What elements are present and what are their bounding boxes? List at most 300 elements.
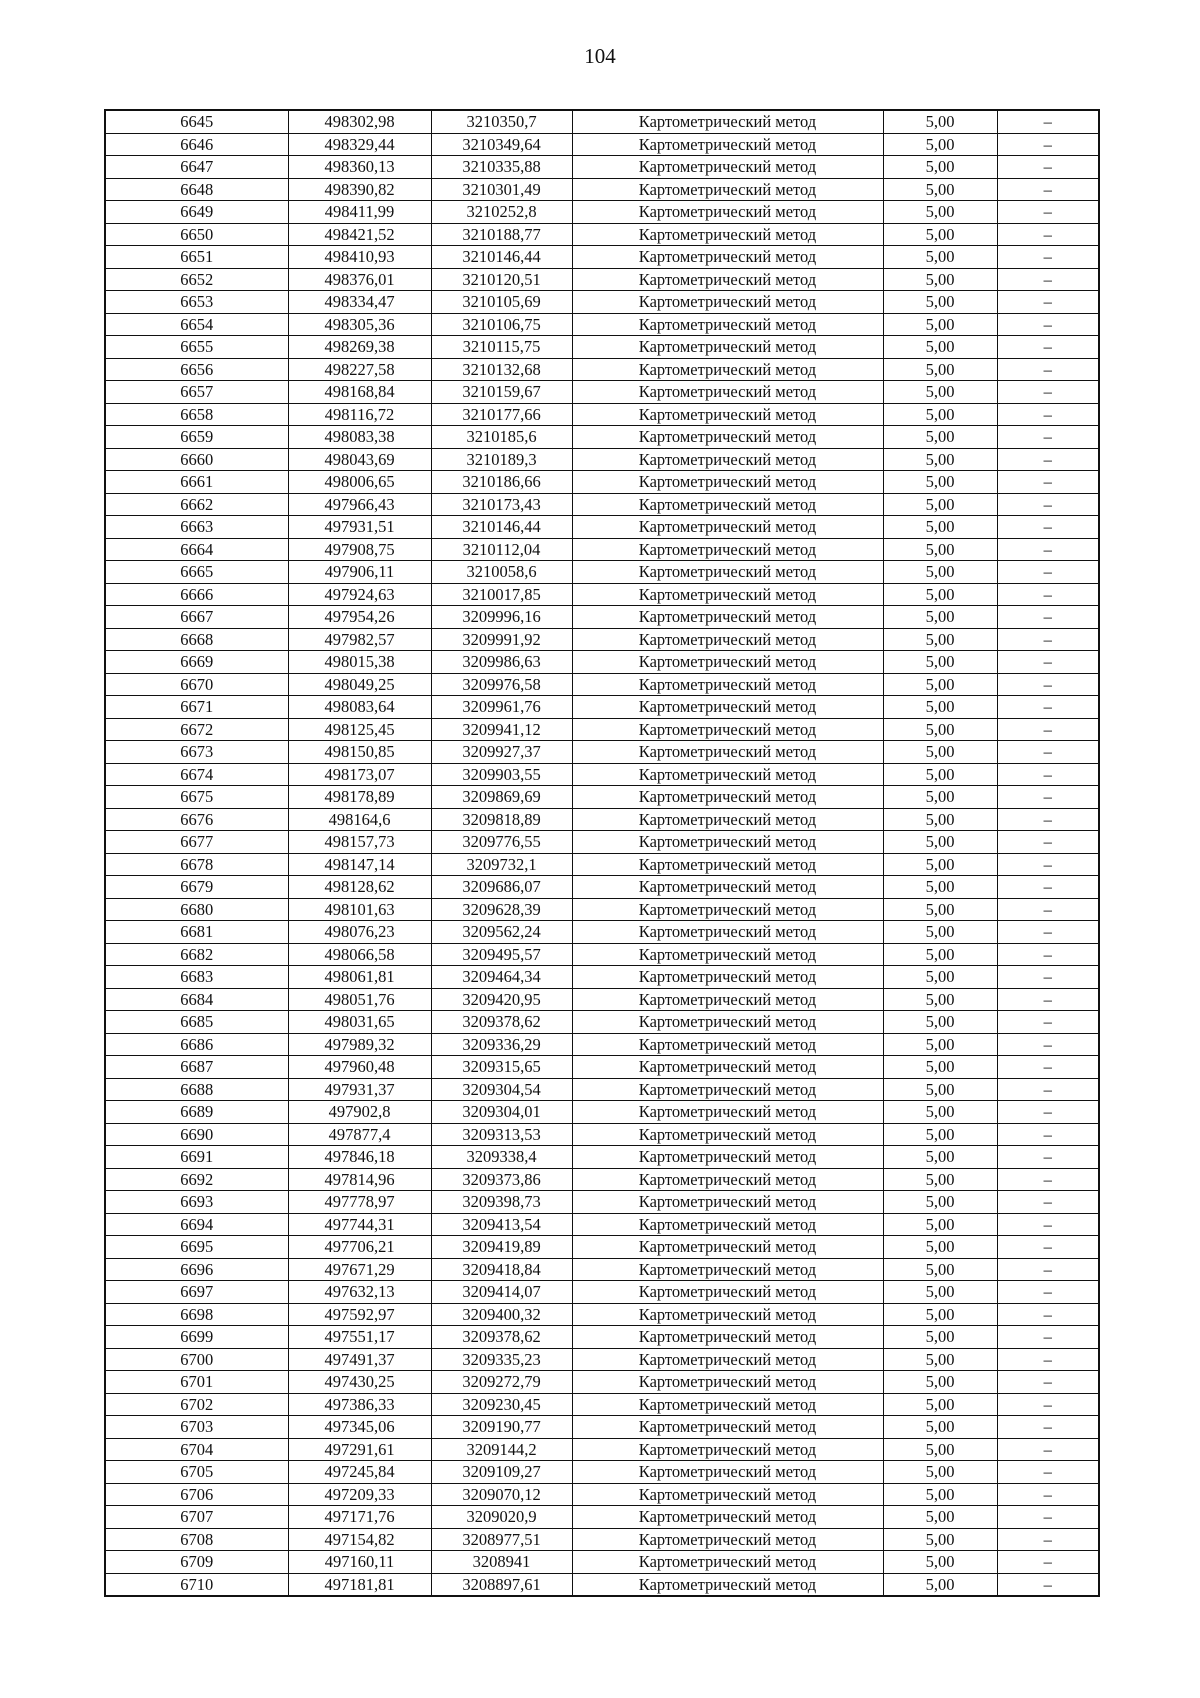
y-coordinate-cell: 3210159,67: [431, 381, 572, 404]
method-cell: Картометрический метод: [572, 876, 883, 899]
table-row: [105, 1551, 1099, 1574]
table-row: [105, 201, 1099, 224]
x-coordinate-cell: 498083,64: [288, 696, 431, 719]
point-number-cell: 6657: [105, 381, 288, 404]
method-cell: Картометрический метод: [572, 538, 883, 561]
note-cell: –: [997, 1213, 1099, 1236]
y-coordinate-cell: 3209414,07: [431, 1281, 572, 1304]
accuracy-cell: 5,00: [883, 133, 997, 156]
point-number-cell: 6706: [105, 1483, 288, 1506]
note-cell: –: [997, 763, 1099, 786]
point-number-cell: 6650: [105, 223, 288, 246]
note-cell: –: [997, 1483, 1099, 1506]
accuracy-cell: 5,00: [883, 1528, 997, 1551]
note-cell: –: [997, 1168, 1099, 1191]
x-coordinate-cell: 497291,61: [288, 1438, 431, 1461]
point-number-cell: 6685: [105, 1011, 288, 1034]
table-row: [105, 156, 1099, 179]
table-row: [105, 110, 1099, 133]
y-coordinate-cell: 3209313,53: [431, 1123, 572, 1146]
y-coordinate-cell: 3208977,51: [431, 1528, 572, 1551]
x-coordinate-cell: 498101,63: [288, 898, 431, 921]
point-number-cell: 6664: [105, 538, 288, 561]
accuracy-cell: 5,00: [883, 1033, 997, 1056]
table-row: [105, 246, 1099, 269]
method-cell: Картометрический метод: [572, 493, 883, 516]
x-coordinate-cell: 498269,38: [288, 336, 431, 359]
x-coordinate-cell: 498334,47: [288, 291, 431, 314]
note-cell: –: [997, 223, 1099, 246]
x-coordinate-cell: 498066,58: [288, 943, 431, 966]
method-cell: Картометрический метод: [572, 313, 883, 336]
accuracy-cell: 5,00: [883, 1146, 997, 1169]
point-number-cell: 6697: [105, 1281, 288, 1304]
y-coordinate-cell: 3209230,45: [431, 1393, 572, 1416]
y-coordinate-cell: 3209378,62: [431, 1326, 572, 1349]
y-coordinate-cell: 3209190,77: [431, 1416, 572, 1439]
note-cell: –: [997, 651, 1099, 674]
y-coordinate-cell: 3209335,23: [431, 1348, 572, 1371]
x-coordinate-cell: 497209,33: [288, 1483, 431, 1506]
x-coordinate-cell: 497846,18: [288, 1146, 431, 1169]
point-number-cell: 6703: [105, 1416, 288, 1439]
y-coordinate-cell: 3210017,85: [431, 583, 572, 606]
accuracy-cell: 5,00: [883, 673, 997, 696]
point-number-cell: 6656: [105, 358, 288, 381]
accuracy-cell: 5,00: [883, 763, 997, 786]
note-cell: –: [997, 853, 1099, 876]
x-coordinate-cell: 498178,89: [288, 786, 431, 809]
point-number-cell: 6704: [105, 1438, 288, 1461]
accuracy-cell: 5,00: [883, 853, 997, 876]
method-cell: Картометрический метод: [572, 988, 883, 1011]
accuracy-cell: 5,00: [883, 1551, 997, 1574]
point-number-cell: 6710: [105, 1573, 288, 1596]
y-coordinate-cell: 3209304,01: [431, 1101, 572, 1124]
accuracy-cell: 5,00: [883, 808, 997, 831]
y-coordinate-cell: 3209378,62: [431, 1011, 572, 1034]
accuracy-cell: 5,00: [883, 1438, 997, 1461]
y-coordinate-cell: 3210349,64: [431, 133, 572, 156]
table-row: [105, 1258, 1099, 1281]
y-coordinate-cell: 3209927,37: [431, 741, 572, 764]
accuracy-cell: 5,00: [883, 1573, 997, 1596]
accuracy-cell: 5,00: [883, 966, 997, 989]
table-row: [105, 696, 1099, 719]
accuracy-cell: 5,00: [883, 696, 997, 719]
y-coordinate-cell: 3210177,66: [431, 403, 572, 426]
table-row: [105, 1326, 1099, 1349]
accuracy-cell: 5,00: [883, 898, 997, 921]
method-cell: Картометрический метод: [572, 223, 883, 246]
accuracy-cell: 5,00: [883, 943, 997, 966]
table-row: [105, 336, 1099, 359]
y-coordinate-cell: 3209070,12: [431, 1483, 572, 1506]
point-number-cell: 6695: [105, 1236, 288, 1259]
y-coordinate-cell: 3209996,16: [431, 606, 572, 629]
accuracy-cell: 5,00: [883, 538, 997, 561]
y-coordinate-cell: 3210173,43: [431, 493, 572, 516]
x-coordinate-cell: 498360,13: [288, 156, 431, 179]
y-coordinate-cell: 3210115,75: [431, 336, 572, 359]
x-coordinate-cell: 498421,52: [288, 223, 431, 246]
y-coordinate-cell: 3210106,75: [431, 313, 572, 336]
note-cell: –: [997, 921, 1099, 944]
point-number-cell: 6687: [105, 1056, 288, 1079]
method-cell: Картометрический метод: [572, 178, 883, 201]
method-cell: Картометрический метод: [572, 1461, 883, 1484]
table-row: [105, 1011, 1099, 1034]
x-coordinate-cell: 497744,31: [288, 1213, 431, 1236]
x-coordinate-cell: 498147,14: [288, 853, 431, 876]
accuracy-cell: 5,00: [883, 336, 997, 359]
method-cell: Картометрический метод: [572, 426, 883, 449]
point-number-cell: 6662: [105, 493, 288, 516]
point-number-cell: 6677: [105, 831, 288, 854]
note-cell: –: [997, 246, 1099, 269]
method-cell: Картометрический метод: [572, 1056, 883, 1079]
method-cell: Картометрический метод: [572, 651, 883, 674]
point-number-cell: 6671: [105, 696, 288, 719]
method-cell: Картометрический метод: [572, 763, 883, 786]
point-number-cell: 6666: [105, 583, 288, 606]
y-coordinate-cell: 3210058,6: [431, 561, 572, 584]
table-row: [105, 471, 1099, 494]
point-number-cell: 6690: [105, 1123, 288, 1146]
x-coordinate-cell: 497160,11: [288, 1551, 431, 1574]
x-coordinate-cell: 498390,82: [288, 178, 431, 201]
x-coordinate-cell: 497877,4: [288, 1123, 431, 1146]
accuracy-cell: 5,00: [883, 921, 997, 944]
method-cell: Картометрический метод: [572, 1258, 883, 1281]
y-coordinate-cell: 3209776,55: [431, 831, 572, 854]
table-row: [105, 133, 1099, 156]
y-coordinate-cell: 3210252,8: [431, 201, 572, 224]
table-row: [105, 1078, 1099, 1101]
method-cell: Картометрический метод: [572, 1326, 883, 1349]
note-cell: –: [997, 426, 1099, 449]
method-cell: Картометрический метод: [572, 1011, 883, 1034]
accuracy-cell: 5,00: [883, 110, 997, 133]
table-row: [105, 1348, 1099, 1371]
table-row: [105, 1281, 1099, 1304]
x-coordinate-cell: 497960,48: [288, 1056, 431, 1079]
table-row: [105, 673, 1099, 696]
note-cell: –: [997, 448, 1099, 471]
table-row: [105, 718, 1099, 741]
x-coordinate-cell: 498125,45: [288, 718, 431, 741]
method-cell: Картометрический метод: [572, 831, 883, 854]
table-row: [105, 268, 1099, 291]
table-row: [105, 448, 1099, 471]
method-cell: Картометрический метод: [572, 1146, 883, 1169]
note-cell: –: [997, 831, 1099, 854]
point-number-cell: 6675: [105, 786, 288, 809]
note-cell: –: [997, 516, 1099, 539]
point-number-cell: 6647: [105, 156, 288, 179]
method-cell: Картометрический метод: [572, 1416, 883, 1439]
table-row: [105, 943, 1099, 966]
table-row: [105, 358, 1099, 381]
accuracy-cell: 5,00: [883, 1258, 997, 1281]
table-row: [105, 291, 1099, 314]
note-cell: –: [997, 1191, 1099, 1214]
x-coordinate-cell: 498410,93: [288, 246, 431, 269]
accuracy-cell: 5,00: [883, 471, 997, 494]
x-coordinate-cell: 497491,37: [288, 1348, 431, 1371]
x-coordinate-cell: 497814,96: [288, 1168, 431, 1191]
x-coordinate-cell: 498305,36: [288, 313, 431, 336]
note-cell: –: [997, 1056, 1099, 1079]
method-cell: Картометрический метод: [572, 561, 883, 584]
accuracy-cell: 5,00: [883, 1191, 997, 1214]
y-coordinate-cell: 3209562,24: [431, 921, 572, 944]
y-coordinate-cell: 3210105,69: [431, 291, 572, 314]
y-coordinate-cell: 3210189,3: [431, 448, 572, 471]
x-coordinate-cell: 498015,38: [288, 651, 431, 674]
note-cell: –: [997, 1033, 1099, 1056]
note-cell: –: [997, 1506, 1099, 1529]
note-cell: –: [997, 1258, 1099, 1281]
x-coordinate-cell: 498076,23: [288, 921, 431, 944]
method-cell: Картометрический метод: [572, 1236, 883, 1259]
method-cell: Картометрический метод: [572, 1123, 883, 1146]
accuracy-cell: 5,00: [883, 1236, 997, 1259]
y-coordinate-cell: 3209495,57: [431, 943, 572, 966]
accuracy-cell: 5,00: [883, 1483, 997, 1506]
note-cell: –: [997, 988, 1099, 1011]
method-cell: Картометрический метод: [572, 471, 883, 494]
accuracy-cell: 5,00: [883, 1101, 997, 1124]
accuracy-cell: 5,00: [883, 516, 997, 539]
method-cell: Картометрический метод: [572, 606, 883, 629]
accuracy-cell: 5,00: [883, 1078, 997, 1101]
note-cell: –: [997, 1123, 1099, 1146]
note-cell: –: [997, 1146, 1099, 1169]
x-coordinate-cell: 497966,43: [288, 493, 431, 516]
accuracy-cell: 5,00: [883, 493, 997, 516]
method-cell: Картометрический метод: [572, 246, 883, 269]
y-coordinate-cell: 3209020,9: [431, 1506, 572, 1529]
x-coordinate-cell: 498302,98: [288, 110, 431, 133]
table-row: [105, 1123, 1099, 1146]
table-row: [105, 1168, 1099, 1191]
method-cell: Картометрический метод: [572, 1213, 883, 1236]
note-cell: –: [997, 493, 1099, 516]
point-number-cell: 6698: [105, 1303, 288, 1326]
x-coordinate-cell: 498049,25: [288, 673, 431, 696]
note-cell: –: [997, 1326, 1099, 1349]
point-number-cell: 6686: [105, 1033, 288, 1056]
x-coordinate-cell: 497551,17: [288, 1326, 431, 1349]
note-cell: –: [997, 1281, 1099, 1304]
x-coordinate-cell: 497430,25: [288, 1371, 431, 1394]
x-coordinate-cell: 498411,99: [288, 201, 431, 224]
method-cell: Картометрический метод: [572, 718, 883, 741]
point-number-cell: 6661: [105, 471, 288, 494]
y-coordinate-cell: 3210120,51: [431, 268, 572, 291]
accuracy-cell: 5,00: [883, 718, 997, 741]
table-row: [105, 831, 1099, 854]
x-coordinate-cell: 498051,76: [288, 988, 431, 1011]
accuracy-cell: 5,00: [883, 1056, 997, 1079]
y-coordinate-cell: 3210188,77: [431, 223, 572, 246]
table-row: [105, 381, 1099, 404]
note-cell: –: [997, 1528, 1099, 1551]
point-number-cell: 6649: [105, 201, 288, 224]
method-cell: Картометрический метод: [572, 268, 883, 291]
point-number-cell: 6694: [105, 1213, 288, 1236]
x-coordinate-cell: 497245,84: [288, 1461, 431, 1484]
accuracy-cell: 5,00: [883, 1303, 997, 1326]
y-coordinate-cell: 3209961,76: [431, 696, 572, 719]
table-row: [105, 966, 1099, 989]
y-coordinate-cell: 3210112,04: [431, 538, 572, 561]
point-number-cell: 6646: [105, 133, 288, 156]
x-coordinate-cell: 498116,72: [288, 403, 431, 426]
note-cell: –: [997, 178, 1099, 201]
note-cell: –: [997, 876, 1099, 899]
note-cell: –: [997, 1573, 1099, 1596]
y-coordinate-cell: 3209732,1: [431, 853, 572, 876]
note-cell: –: [997, 1551, 1099, 1574]
point-number-cell: 6678: [105, 853, 288, 876]
table-row: [105, 403, 1099, 426]
note-cell: –: [997, 201, 1099, 224]
table-row: [105, 1101, 1099, 1124]
point-number-cell: 6665: [105, 561, 288, 584]
y-coordinate-cell: 3208897,61: [431, 1573, 572, 1596]
note-cell: –: [997, 291, 1099, 314]
note-cell: –: [997, 561, 1099, 584]
table-row: [105, 1393, 1099, 1416]
method-cell: Картометрический метод: [572, 943, 883, 966]
accuracy-cell: 5,00: [883, 1506, 997, 1529]
y-coordinate-cell: 3209464,34: [431, 966, 572, 989]
table-row: [105, 988, 1099, 1011]
point-number-cell: 6692: [105, 1168, 288, 1191]
table-row: [105, 1573, 1099, 1596]
note-cell: –: [997, 381, 1099, 404]
x-coordinate-cell: 497982,57: [288, 628, 431, 651]
y-coordinate-cell: 3209413,54: [431, 1213, 572, 1236]
method-cell: Картометрический метод: [572, 448, 883, 471]
table-row: [105, 1371, 1099, 1394]
accuracy-cell: 5,00: [883, 1416, 997, 1439]
point-number-cell: 6648: [105, 178, 288, 201]
accuracy-cell: 5,00: [883, 178, 997, 201]
note-cell: –: [997, 358, 1099, 381]
x-coordinate-cell: 497924,63: [288, 583, 431, 606]
point-number-cell: 6705: [105, 1461, 288, 1484]
accuracy-cell: 5,00: [883, 358, 997, 381]
note-cell: –: [997, 1438, 1099, 1461]
point-number-cell: 6709: [105, 1551, 288, 1574]
point-number-cell: 6652: [105, 268, 288, 291]
y-coordinate-cell: 3209991,92: [431, 628, 572, 651]
method-cell: Картометрический метод: [572, 1528, 883, 1551]
note-cell: –: [997, 966, 1099, 989]
method-cell: Картометрический метод: [572, 516, 883, 539]
method-cell: Картометрический метод: [572, 1281, 883, 1304]
method-cell: Картометрический метод: [572, 853, 883, 876]
accuracy-cell: 5,00: [883, 291, 997, 314]
accuracy-cell: 5,00: [883, 1168, 997, 1191]
point-number-cell: 6708: [105, 1528, 288, 1551]
note-cell: –: [997, 1393, 1099, 1416]
y-coordinate-cell: 3209628,39: [431, 898, 572, 921]
point-number-cell: 6707: [105, 1506, 288, 1529]
y-coordinate-cell: 3209420,95: [431, 988, 572, 1011]
y-coordinate-cell: 3209869,69: [431, 786, 572, 809]
method-cell: Картометрический метод: [572, 110, 883, 133]
accuracy-cell: 5,00: [883, 313, 997, 336]
point-number-cell: 6645: [105, 110, 288, 133]
method-cell: Картометрический метод: [572, 201, 883, 224]
x-coordinate-cell: 498329,44: [288, 133, 431, 156]
table-row: [105, 741, 1099, 764]
accuracy-cell: 5,00: [883, 628, 997, 651]
method-cell: Картометрический метод: [572, 786, 883, 809]
note-cell: –: [997, 943, 1099, 966]
accuracy-cell: 5,00: [883, 741, 997, 764]
point-number-cell: 6688: [105, 1078, 288, 1101]
note-cell: –: [997, 1303, 1099, 1326]
y-coordinate-cell: 3209400,32: [431, 1303, 572, 1326]
accuracy-cell: 5,00: [883, 448, 997, 471]
point-number-cell: 6700: [105, 1348, 288, 1371]
table-row: [105, 1506, 1099, 1529]
y-coordinate-cell: 3209373,86: [431, 1168, 572, 1191]
x-coordinate-cell: 497902,8: [288, 1101, 431, 1124]
point-number-cell: 6701: [105, 1371, 288, 1394]
note-cell: –: [997, 156, 1099, 179]
method-cell: Картометрический метод: [572, 1371, 883, 1394]
table-row: [105, 763, 1099, 786]
y-coordinate-cell: 3209419,89: [431, 1236, 572, 1259]
point-number-cell: 6667: [105, 606, 288, 629]
table-row: [105, 1033, 1099, 1056]
y-coordinate-cell: 3209976,58: [431, 673, 572, 696]
y-coordinate-cell: 3210350,7: [431, 110, 572, 133]
x-coordinate-cell: 498006,65: [288, 471, 431, 494]
method-cell: Картометрический метод: [572, 1393, 883, 1416]
x-coordinate-cell: 497592,97: [288, 1303, 431, 1326]
table-row: [105, 223, 1099, 246]
method-cell: Картометрический метод: [572, 741, 883, 764]
method-cell: Картометрический метод: [572, 696, 883, 719]
note-cell: –: [997, 606, 1099, 629]
table-row: [105, 561, 1099, 584]
x-coordinate-cell: 497954,26: [288, 606, 431, 629]
accuracy-cell: 5,00: [883, 1213, 997, 1236]
y-coordinate-cell: 3209941,12: [431, 718, 572, 741]
table-row: [105, 808, 1099, 831]
x-coordinate-cell: 497906,11: [288, 561, 431, 584]
x-coordinate-cell: 498083,38: [288, 426, 431, 449]
point-number-cell: 6668: [105, 628, 288, 651]
accuracy-cell: 5,00: [883, 786, 997, 809]
accuracy-cell: 5,00: [883, 831, 997, 854]
note-cell: –: [997, 403, 1099, 426]
accuracy-cell: 5,00: [883, 561, 997, 584]
table-row: [105, 1528, 1099, 1551]
note-cell: –: [997, 268, 1099, 291]
accuracy-cell: 5,00: [883, 268, 997, 291]
y-coordinate-cell: 3209903,55: [431, 763, 572, 786]
method-cell: Картометрический метод: [572, 583, 883, 606]
note-cell: –: [997, 673, 1099, 696]
